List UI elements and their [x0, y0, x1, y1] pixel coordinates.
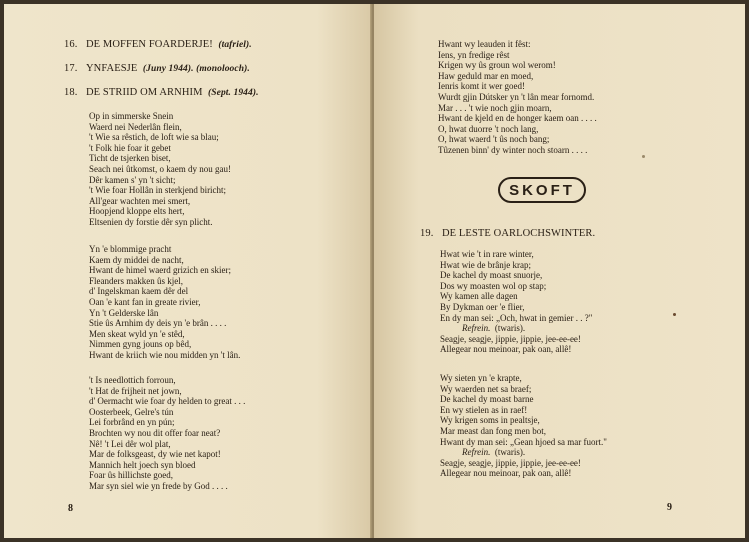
verse-line: Iens, yn fredige rêst: [438, 49, 510, 60]
verse-line: De kachel dy moast snuorje,: [440, 270, 543, 281]
verse-line: Op in simmerske Snein: [89, 111, 174, 121]
verse-line: d' Ingelskman kaem dêr del: [89, 286, 189, 297]
verse-line: Nimmen gyng jouns op bêd,: [89, 339, 192, 350]
stanza-1: [89, 111, 231, 228]
verse-line: Hwat wie de brânje krap;: [440, 259, 531, 270]
refrain-line: Allegear nou meinoar, pak oan, allê!: [440, 344, 572, 355]
song-heading-17: [64, 63, 250, 74]
verse-line: Mannich helt joech syn bloed: [89, 459, 196, 470]
stanza-4: [438, 39, 597, 156]
verse-line: Ticht de tsjerken biset,: [89, 153, 171, 164]
verse-line: Mar syn siel wie yn frede by God . . . .: [89, 480, 228, 491]
verse-line: Wy kamen alle dagen: [440, 291, 518, 302]
song-note: (Sept. 1944).: [207, 88, 259, 98]
verse-line: Hwat wie 't in rare winter,: [440, 249, 534, 259]
verse-line: Wurdt gjin Dútsker yn 't lân mear fornomd.: [438, 91, 595, 102]
song-heading-16: [64, 39, 252, 50]
verse-line: Stie ûs Arnhim dy deis yn 'e brân . . . .: [89, 318, 227, 329]
song-number: 16.: [64, 39, 78, 50]
verse-line: Oan 'e kant fan in greate rivier,: [89, 296, 201, 307]
verse-line: All'gear wachten mei smert,: [89, 195, 191, 206]
verse-line: By Dykman oer 'e flier,: [440, 301, 525, 312]
verse-line: En dy man sei: „Och, hwat in gemier . . ?": [440, 312, 593, 323]
page-number-right: 9: [667, 502, 672, 513]
refrain-title: Refrein.: [462, 323, 491, 334]
verse-line: 't Wie foar Hollân in sterkjend biricht;: [89, 185, 227, 196]
verse-line: De kachel dy moast barne: [440, 394, 534, 405]
verse-line: En wy stielen as in raef!: [440, 404, 528, 415]
verse-line: Brochten wy nou dit offer foar neat?: [89, 427, 221, 438]
verse-1: [440, 249, 592, 355]
verse-line: Hwant de kriich wie nou midden yn 't lân.: [89, 349, 241, 360]
song-title: YNFAESJE: [86, 63, 138, 74]
stanza-2: [89, 244, 240, 361]
song-heading-19: [420, 228, 595, 239]
skoft-label: SKOFT: [509, 181, 575, 199]
verse-line: Men skeat wyld yn 'e stêd,: [89, 328, 185, 339]
song-title: DE STRIID OM ARNHIM: [86, 87, 203, 98]
verse-line: Mar de folksgeast, dy wie net kapot!: [89, 449, 221, 460]
song-number: 19.: [420, 228, 434, 239]
verse-line: Dos wy moasten wol op stap;: [440, 280, 547, 291]
song-number: 17.: [64, 63, 78, 74]
skoft-badge: [498, 177, 586, 203]
verse-line: Wy sieten yn 'e krapte,: [440, 373, 522, 383]
song-number: 18.: [64, 87, 78, 98]
verse-line: Kaem dy middei de nacht,: [89, 254, 184, 265]
verse-2: [440, 373, 607, 479]
verse-line: Eltsenien dy forstie dêr syn plicht.: [89, 216, 213, 227]
verse-line: Hwant dy man sei: „Gean hjoed sa mar fuort.": [440, 436, 607, 447]
refrain-note: (twaris).: [494, 447, 526, 458]
verse-line: Fleanders makken ûs kjel,: [89, 275, 183, 286]
song-title: DE MOFFEN FOARDERJE!: [86, 39, 213, 50]
verse-line: Nê! 't Lei dêr wol plat,: [89, 438, 171, 449]
verse-line: Wy waerden net sa braef;: [440, 383, 532, 394]
page-number-left: 8: [68, 503, 73, 514]
verse-line: Mar meast dan fong men bot,: [440, 425, 546, 436]
verse-line: O, hwat duorre 't noch lang,: [438, 123, 539, 134]
verse-line: Hwant de kjeld en de honger kaem oan . . . .: [438, 113, 597, 124]
verse-line: Oosterbeek, Gelre's tún: [89, 406, 174, 417]
verse-line: Krigen wy ûs groun wol werom!: [438, 60, 556, 71]
verse-line: Yn 't Gelderske lân: [89, 307, 159, 318]
song-heading-18: [64, 87, 259, 98]
refrain-line: Seagje, seagje, jippie, jippie, jee-ee-ee!: [440, 457, 581, 468]
verse-line: Foar ûs hillichste goed,: [89, 470, 173, 481]
refrain-line: Seagje, seagje, jippie, jippie, jee-ee-ee!: [440, 333, 581, 344]
song-title: DE LESTE OARLOCHSWINTER.: [442, 228, 596, 239]
verse-line: Waerd nei Nederlân flein,: [89, 121, 182, 132]
refrain-line: Allegear nou meinoar, pak oan, allê!: [440, 468, 572, 479]
verse-line: Hoopjend kloppe elts hert,: [89, 206, 185, 217]
refrain-label: [440, 447, 607, 458]
song-note: (tafriel).: [218, 40, 252, 50]
verse-line: 't Hat de frijheit net jown,: [89, 385, 182, 396]
paper-speck: [642, 155, 645, 158]
verse-line: d' Oermacht wie foar dy helden to great . . .: [89, 396, 246, 407]
verse-line: Dêr kamen s' yn 't sicht;: [89, 174, 176, 185]
verse-line: Mar . . . 't wie noch gjin moarn,: [438, 102, 552, 113]
paper-speck: [673, 313, 676, 316]
verse-line: Seach nei ûtkomst, o kaem dy nou gau!: [89, 163, 231, 174]
stanza-3: [89, 375, 245, 492]
verse-line: Hwant wy leauden it fêst:: [438, 39, 531, 49]
verse-line: 't Is needlottich forroun,: [89, 375, 176, 385]
song-note: (Juny 1944). (monolooch).: [142, 64, 250, 74]
verse-line: Ienris komt it wer goed!: [438, 81, 525, 92]
refrain-label: [440, 323, 592, 334]
verse-line: Haw geduld mar en moed,: [438, 70, 534, 81]
verse-line: Lei forbrând en yn pún;: [89, 417, 175, 428]
verse-line: 't Folk hie foar it gebet: [89, 142, 171, 153]
verse-line: Tûzenen binn' dy winter noch stoarn . . . .: [438, 144, 588, 155]
verse-line: Wy krigen soms in pealtsje,: [440, 415, 540, 426]
refrain-title: Refrein.: [462, 447, 491, 458]
refrain-note: (twaris).: [494, 323, 526, 334]
verse-line: O, hwat waerd 't ûs noch bang;: [438, 134, 550, 145]
verse-line: Yn 'e blommige pracht: [89, 244, 172, 254]
verse-line: 't Wie sa rêstich, de loft wie sa blau;: [89, 132, 219, 143]
verse-line: Hwant de himel waerd grizich en skier;: [89, 265, 231, 276]
